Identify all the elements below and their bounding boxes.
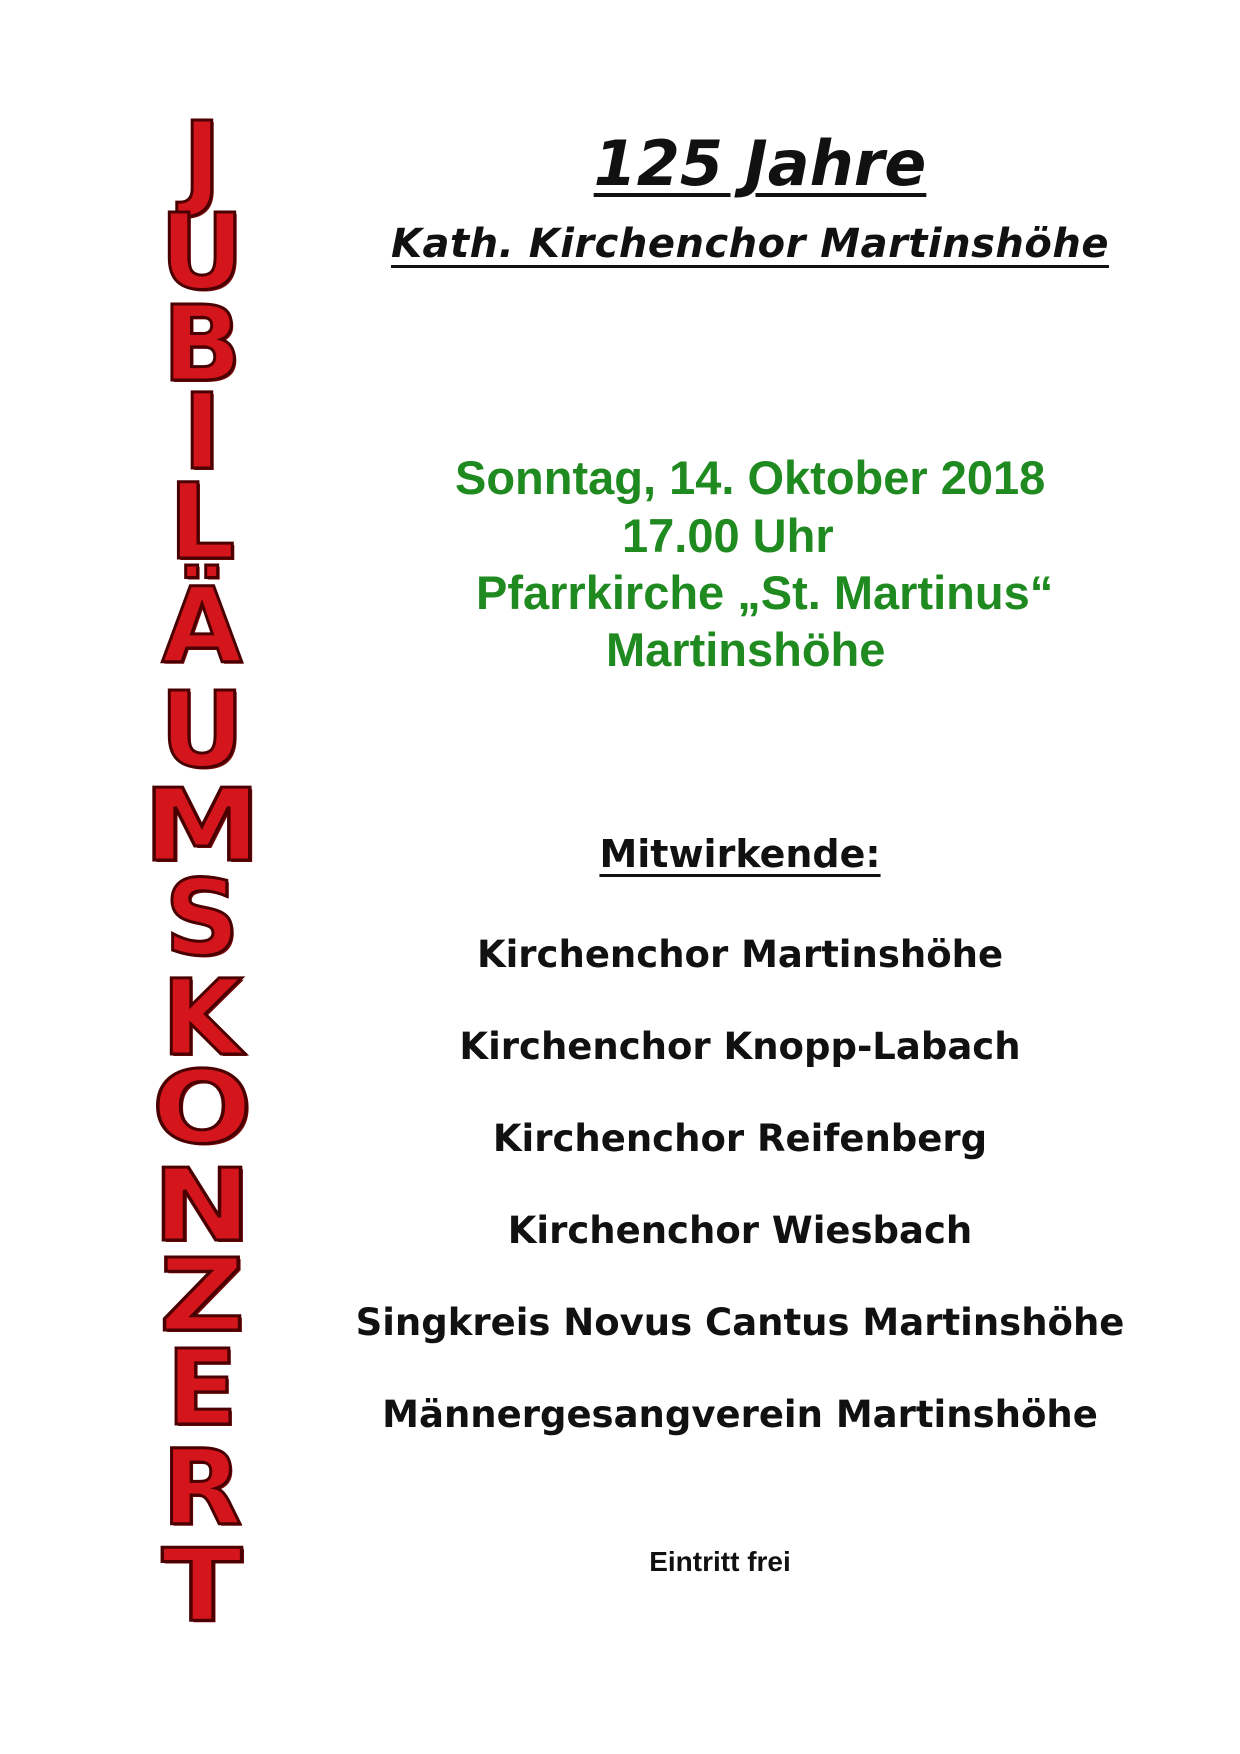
- vertical-title-letter: K: [161, 957, 243, 1079]
- participants-heading: [470, 832, 1010, 876]
- vertical-title-letter: U: [159, 669, 245, 791]
- vertical-title-jubilaeumskonzert: [112, 99, 292, 1648]
- vertical-title-letter: Ä: [161, 565, 243, 687]
- page-subtitle: [370, 222, 1130, 266]
- event-venue: Pfarrkirche „St. Martinus“: [476, 566, 1054, 619]
- participants-heading-text: Mitwirkende:: [599, 832, 881, 876]
- vertical-title-letter: N: [152, 1147, 252, 1264]
- vertical-title-letter: U: [159, 191, 245, 313]
- vertical-title-letter: Z: [159, 1237, 245, 1354]
- vertical-title-letter: T: [161, 1527, 243, 1644]
- participant-item: Singkreis Novus Cantus Martinshöhe: [355, 1301, 1125, 1344]
- vertical-title-letter: I: [182, 371, 222, 493]
- vertical-title-letter: B: [162, 283, 242, 405]
- admission-note: Eintritt frei: [649, 1546, 791, 1577]
- page-subtitle-text: Kath. Kirchenchor Martinshöhe: [391, 221, 1109, 267]
- vertical-title-letter: R: [161, 1427, 243, 1549]
- vertical-title-letter: J: [182, 99, 222, 221]
- event-date: Sonntag, 14. Oktober 2018: [455, 451, 1046, 504]
- participant-item: Kirchenchor Knopp-Labach: [459, 1025, 1021, 1068]
- participant-item: Männergesangverein Martinshöhe: [382, 1393, 1098, 1436]
- page-title-text: 125 Jahre: [593, 127, 927, 200]
- vertical-title-letter: E: [166, 1327, 238, 1449]
- vertical-title-letter: S: [164, 857, 240, 979]
- participant-item: Kirchenchor Wiesbach: [507, 1209, 973, 1252]
- vertical-title-letter: M: [143, 767, 261, 884]
- participant-item: Kirchenchor Martinshöhe: [476, 933, 1004, 976]
- vertical-title-letter: L: [168, 461, 236, 583]
- page-title: [390, 127, 1130, 200]
- participant-item: Kirchenchor Reifenberg: [492, 1117, 988, 1160]
- event-time: 17.00 Uhr: [622, 509, 834, 562]
- vertical-title-letter: O: [151, 1049, 253, 1166]
- event-town: Martinshöhe: [606, 623, 886, 676]
